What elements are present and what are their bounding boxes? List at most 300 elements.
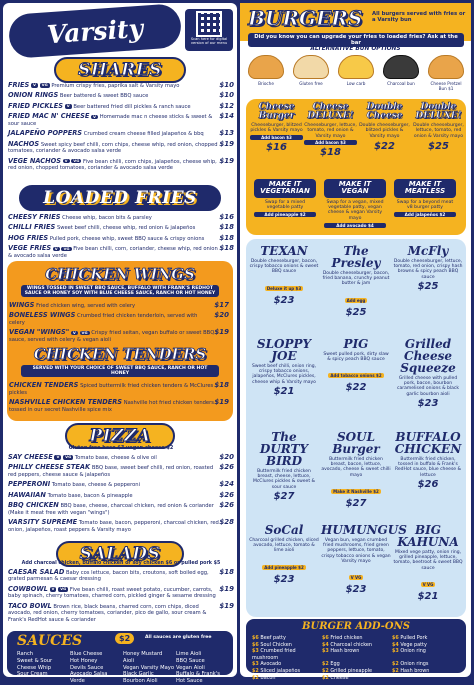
- burgers-note: All burgers served with fries or a Varsity bun: [372, 11, 466, 24]
- bun-option[interactable]: [246, 55, 286, 91]
- sauce-item: Buffalo & Frank's Hot Sauce: [176, 671, 220, 684]
- item-price: $26: [219, 490, 234, 499]
- burger-extra: Add tobacco onions $2: [330, 373, 382, 379]
- diet-badge: VG: [81, 329, 88, 335]
- make-it-extra: Add avocado $4: [324, 223, 386, 228]
- addon-price: $3: [252, 648, 259, 655]
- item-description: Nashville hot fried chicken tenders tossed in our secret Nashville spice mix: [9, 400, 214, 413]
- burger-name: The DURTY BIRD: [259, 430, 309, 468]
- burger-name: McFly: [407, 244, 449, 258]
- item-price: $18: [219, 223, 234, 232]
- menu-item[interactable]: [8, 501, 234, 516]
- classic-burger[interactable]: [250, 103, 303, 153]
- make-it-option[interactable]: [324, 179, 386, 228]
- burger-extra: V VG: [422, 581, 434, 587]
- addon-name: Cheese: [330, 674, 349, 681]
- burger-price: $23: [417, 397, 439, 409]
- menu-item[interactable]: [8, 129, 234, 137]
- bun-option[interactable]: [336, 55, 376, 91]
- bun-icon: [338, 55, 374, 79]
- item-price: $20: [219, 453, 234, 461]
- menu-item[interactable]: [9, 301, 229, 309]
- addon-price: $2: [252, 668, 259, 675]
- make-it-description: Swap for a beyond meat v8 burger patty: [396, 199, 454, 210]
- addon-item[interactable]: [252, 635, 322, 642]
- addon-name: Vege patty: [400, 641, 427, 648]
- pizza-list: [8, 453, 234, 535]
- addons-list: [252, 635, 462, 681]
- upgrade-banner: Did you know you can upgrade your fries to loaded fries? Ask at the bar: [248, 33, 464, 47]
- burger-extra: Add pineapple $2: [264, 564, 304, 570]
- addon-price: $2: [392, 668, 399, 675]
- diet-badge: V: [93, 113, 96, 119]
- item-name: NASHVILLE CHICKEN TENDERS: [9, 398, 123, 407]
- item-name: SAY CHEESE: [8, 453, 53, 461]
- diet-badge: V: [51, 586, 55, 592]
- chicken-wings-subtitle: WINGS TOSSED IN SWEET BBQ SAUCE, BUFFALO WITH FRANK'S REDHOT SAUCE OR HONEY SOY WITH BLUE CHEESE SAUCE, RANCH OR HOT HONEY: [21, 285, 219, 297]
- diet-badge: VG: [60, 586, 67, 592]
- burger-extra: Add egg: [346, 297, 366, 303]
- menu-item[interactable]: [9, 398, 229, 413]
- menu-item[interactable]: [8, 81, 234, 89]
- addon-name: Onion rings: [400, 661, 429, 668]
- salads-subtitle: Add charcoal chicken, buffalo chicken or soy chicken $6 or pulled pork $5: [21, 561, 221, 566]
- sauce-item: Lime Aioli: [176, 651, 202, 657]
- make-it-button[interactable]: MAKE IT MEATLESS: [394, 179, 456, 198]
- sauce-item: Sweet & Sour: [17, 657, 53, 664]
- addon-price: $4: [322, 641, 329, 648]
- signature-burger[interactable]: [249, 245, 319, 306]
- item-name: PEPPERONI: [8, 480, 51, 489]
- item-price: $19: [219, 584, 234, 593]
- classic-burger[interactable]: [412, 103, 465, 152]
- burger-price: $23: [273, 294, 295, 306]
- menu-item[interactable]: [8, 480, 234, 488]
- burger-price: $25: [345, 306, 367, 318]
- bun-options-title: ALTERNATIVE BUN OPTIONS: [310, 46, 401, 52]
- burger-description: Buttermilk fried chicken, tossed in buffalo & Frank's RedHot sauce, blue cheese & lettuce: [394, 457, 461, 478]
- burger-price: $22: [345, 382, 367, 394]
- salads-list: [8, 568, 234, 625]
- sauce-item: Honey Mustard: [123, 651, 163, 657]
- make-it-description: Swap for a vegan, mixed vegetable patty, vegan cheese & vegan Varsity mayo: [326, 199, 384, 221]
- addon-item[interactable]: [392, 668, 462, 675]
- item-price: $17: [214, 301, 229, 309]
- classic-burger[interactable]: [358, 103, 411, 152]
- chicken-tenders-subtitle: SERVED WITH YOUR CHOICE OF SWEET BBQ SAUCE, RANCH OR HOT HONEY: [21, 365, 219, 377]
- burger-description: Vegan bun, vegan crumbed fried mushrooms, fried green peppers, lettuce, tomato, crispy tobacco onions & vegan Varsity mayo: [321, 538, 391, 564]
- bun-option[interactable]: [381, 55, 421, 91]
- make-it-button[interactable]: MAKE IT VEGAN: [324, 179, 386, 198]
- item-name: VARSITY SUPREME: [8, 518, 78, 527]
- addon-name: Onion ring: [400, 648, 426, 655]
- sauce-item: Blue Cheese: [70, 651, 103, 657]
- item-price: $20: [214, 311, 229, 320]
- item-description: Crumbed fried chicken tenderloin, served with celery: [9, 313, 198, 326]
- wings-tenders-band: [7, 261, 233, 421]
- addon-name: Fried chicken: [330, 635, 363, 641]
- item-description: Tomato base, cheese & olive oil: [74, 455, 157, 461]
- item-name: VEGAN "WINGS": [9, 328, 70, 337]
- item-description: Five bean chilli, corn chips, jalapeños, cheese whip, red onion, chopped tomatoes, coriander & avocado salsa verde: [8, 158, 217, 172]
- burger-name: HUMUNGUS: [321, 523, 407, 537]
- burgers-title: BURGERS: [248, 6, 363, 30]
- chicken-tenders-title: CHICKEN TENDERS: [33, 345, 207, 364]
- item-name: FRIES: [8, 81, 30, 89]
- bun-name: Gluten free: [299, 81, 323, 86]
- addon-name: Crumbed fried mushroom: [252, 648, 296, 661]
- burger-price: $25: [428, 140, 449, 152]
- item-name: NACHOS: [8, 139, 40, 148]
- burger-price: $21: [273, 385, 295, 397]
- menu-item[interactable]: [8, 234, 234, 242]
- signature-burger[interactable]: [321, 523, 407, 595]
- sauce-item: Devils Sauce: [70, 664, 104, 671]
- item-description: BBQ base, cheese, charcoal chicken, red onion & coriander (Make it meat free with vegan "wings"): [8, 503, 214, 516]
- addon-price: $2: [322, 668, 329, 675]
- sauces-box: [7, 631, 233, 684]
- bun-name: Brioche: [258, 81, 274, 86]
- salads-title: SALADS: [3, 541, 237, 567]
- item-price: $18: [219, 568, 234, 576]
- addon-price: $2: [322, 674, 329, 681]
- sauce-item: Cheese Whip: [17, 664, 51, 671]
- addon-name: Sliced jalapeños: [260, 668, 301, 675]
- left-column: [3, 3, 237, 684]
- bun-name: Cheese Pretzel Bun $1: [430, 81, 462, 91]
- burger-price: $23: [273, 573, 295, 585]
- item-description: Tomato base, cheese & pepperoni: [51, 482, 141, 489]
- item-name: PHILLY CHEESE STEAK: [8, 463, 91, 472]
- burger-name: Grilled Cheese Squeeze: [400, 337, 456, 375]
- signature-burger[interactable]: [249, 431, 319, 502]
- menu-item[interactable]: [8, 140, 234, 155]
- item-description: Sweet beef chilli, cheese whip, red onion & jalapeños: [56, 225, 196, 232]
- burger-name: BUFFALO CHICKEN: [394, 430, 462, 456]
- addon-item[interactable]: [252, 648, 322, 661]
- make-it-button[interactable]: MAKE IT VEGETARIAN: [254, 179, 316, 198]
- menu-item[interactable]: [8, 453, 234, 461]
- qr-code[interactable]: [185, 9, 233, 51]
- burger-description: Double cheeseburger, lettuce, tomato, red onion, crispy hash browns & spicy peach BBQ sauce: [393, 259, 463, 280]
- item-price: $19: [219, 139, 234, 148]
- signature-burger[interactable]: [321, 431, 391, 509]
- item-price: $19: [219, 601, 234, 610]
- item-description: Five bean chilli, roast sweet potato, cucumber, carrots, baby spinach, cherry tomatoes, charred corn, pickled ginger & sesame dressing: [8, 586, 216, 600]
- sauce-item: Aioli: [123, 657, 135, 664]
- item-price: $10: [219, 81, 234, 89]
- make-it-extra: Add jalapeños $2: [394, 212, 456, 217]
- diet-badge: VG: [73, 157, 80, 163]
- burger-price: $16: [266, 141, 287, 153]
- diet-badge: V: [72, 329, 76, 335]
- item-price: $19: [214, 328, 229, 337]
- burger-description: Double cheeseburger, bacon, fried banana, crunchy peanut butter & jam: [322, 271, 390, 287]
- item-price: $18: [214, 381, 229, 390]
- qr-icon: [196, 11, 222, 37]
- burger-description: Cheeseburger, blitzed pickles & Varsity mayo: [250, 123, 303, 134]
- burger-extra: Add bacon $3: [304, 140, 357, 145]
- sauce-item: Sour Cream: [17, 671, 48, 678]
- make-it-extra: Add pineapple $2: [254, 212, 316, 217]
- burger-description: Charcoal grilled chicken, sliced avocado, lettuce, tomato & lime aioli: [249, 538, 319, 554]
- sauces-list: [17, 651, 229, 685]
- menu-item[interactable]: [8, 244, 234, 259]
- menu-item[interactable]: [8, 568, 234, 583]
- bun-icon: [248, 55, 284, 79]
- burger-price: $27: [345, 497, 367, 509]
- item-name: CHICKEN TENDERS: [9, 381, 79, 390]
- item-price: $18: [219, 233, 234, 242]
- bun-name: Low carb: [346, 81, 366, 86]
- item-description: Five bean chilli, corn, coriander, cheese whip, red onion & avocado salsa verde: [8, 246, 218, 259]
- pizza-title: PIZZA: [3, 423, 237, 449]
- chicken-wings-list: [9, 301, 229, 343]
- menu-item[interactable]: [8, 157, 234, 172]
- addon-item[interactable]: [392, 642, 462, 649]
- item-name: HOG FRIES: [8, 233, 49, 242]
- item-price: $18: [219, 244, 234, 253]
- burger-price: $26: [417, 478, 439, 490]
- diet-badge: VG: [65, 454, 72, 460]
- item-name: VEGE NACHOS: [8, 156, 61, 165]
- signature-burger[interactable]: [393, 524, 463, 602]
- menu-item[interactable]: [8, 463, 234, 478]
- addon-name: Pulled Pork: [400, 635, 428, 641]
- addon-item[interactable]: [322, 635, 392, 642]
- burger-name: Cheese DELUXE!: [307, 102, 354, 121]
- item-price: $12: [219, 101, 234, 110]
- addon-item[interactable]: [252, 642, 322, 649]
- sauces-title: SAUCES: [17, 633, 83, 649]
- burger-name: BIG KAHUNA: [397, 523, 459, 549]
- burger-price: $22: [374, 140, 395, 152]
- burger-description: Mixed vege patty, onion ring, grilled pineapple, lettuce, tomato, beetroot & sweet BBQ sauce: [393, 550, 463, 571]
- addon-price: $6: [322, 635, 329, 641]
- item-description: Crumbed cream cheese filled jalapeños & bbq: [83, 131, 204, 138]
- bun-icon: [428, 55, 464, 79]
- signature-burger[interactable]: [249, 524, 319, 585]
- addon-item[interactable]: [322, 648, 392, 661]
- item-description: Sweet spicy beef chilli, corn chips, cheese whip, red onion, chopped tomatoes, coriander & avocado salsa verde: [8, 141, 218, 155]
- chicken-tenders-list: [9, 381, 229, 413]
- item-price: $24: [219, 480, 234, 489]
- bun-option[interactable]: [291, 55, 331, 91]
- addon-price: $2: [252, 674, 259, 681]
- sauce-item: Ranch: [17, 651, 34, 657]
- burger-price: $18: [320, 146, 341, 158]
- burger-name: Double Cheese: [366, 102, 403, 121]
- burgers-header: [240, 3, 471, 46]
- signature-burger[interactable]: [321, 338, 391, 393]
- item-description: Crispy fried seitan, vegan buffalo or sweet BBQ sauce, served with celery & vegan aioli: [9, 330, 215, 343]
- item-description: Beer battered fried dill pickles & ranch sauce: [73, 103, 191, 110]
- diet-badge: V: [54, 245, 58, 251]
- qr-caption: Scan here for digital version of our menu: [190, 37, 228, 45]
- signature-burger[interactable]: [393, 431, 463, 490]
- bun-icon: [383, 55, 419, 79]
- item-name: JALAPEÑO POPPERS: [8, 129, 83, 138]
- sauce-item: Hot Honey: [70, 657, 98, 664]
- diet-badge: V: [64, 157, 68, 163]
- item-name: BONELESS WINGS: [9, 311, 76, 320]
- menu-item[interactable]: [8, 213, 234, 221]
- addon-name: Egg: [330, 661, 340, 668]
- addon-item[interactable]: [322, 661, 392, 668]
- item-name: VEGE FRIES: [8, 244, 52, 253]
- pizza-subtitle: Gluten free base $3 vegan cheese $2: [68, 445, 174, 451]
- signature-burger[interactable]: [393, 338, 463, 409]
- item-price: $16: [219, 213, 234, 221]
- sauce-item: Avocado Salsa Verde: [70, 671, 108, 684]
- addon-name: Beef patty: [260, 635, 286, 641]
- addon-name: Hash brown: [330, 648, 360, 655]
- chicken-wings-title: CHICKEN WINGS: [45, 265, 195, 283]
- make-it-option[interactable]: [254, 179, 316, 217]
- burger-extra: Deluxe it up $3: [266, 285, 302, 291]
- menu-item[interactable]: [8, 223, 234, 231]
- menu-item[interactable]: [9, 311, 229, 326]
- item-description: Beer battered & sweet BBQ sauce: [59, 93, 149, 100]
- addon-price: $3: [392, 648, 399, 655]
- item-description: Pulled pork, cheese whip, sweet BBQ sauce & crispy onions: [49, 235, 205, 242]
- item-name: WINGS: [9, 301, 35, 309]
- shares-title: SHARES: [3, 57, 237, 83]
- burger-description: Sweet beef chilli, onion ring, crispy tobacco onions, jalapeños, McClures pickles, cheese whip & Varsity mayo: [252, 364, 316, 385]
- addon-item[interactable]: [392, 661, 462, 668]
- signature-burger[interactable]: [249, 338, 319, 397]
- item-name: CHILLI FRIES: [8, 223, 56, 232]
- menu-item[interactable]: [9, 328, 229, 343]
- bun-options: [246, 55, 466, 91]
- menu-item[interactable]: [8, 491, 234, 499]
- item-name: CHEESY FRIES: [8, 213, 61, 221]
- item-name: BBQ CHICKEN: [8, 501, 59, 510]
- menu-item[interactable]: [8, 518, 234, 533]
- item-name: CAESAR SALAD: [8, 568, 65, 576]
- item-name: TACO BOWL: [8, 601, 52, 610]
- varsity-logo: Varsity: [8, 3, 183, 59]
- menu-item[interactable]: [9, 381, 229, 396]
- addon-name: Soul Chicken: [260, 641, 292, 648]
- addon-item[interactable]: [252, 668, 322, 675]
- shares-list: [8, 81, 234, 174]
- diet-badge: V: [32, 82, 36, 88]
- addon-item[interactable]: [322, 642, 392, 649]
- diet-badge: V: [66, 103, 70, 109]
- addon-item[interactable]: [392, 648, 462, 661]
- diet-badge: VG: [63, 245, 70, 251]
- make-it-description: Swap for a mixed vegetable patty: [265, 199, 305, 210]
- right-column: [240, 3, 471, 681]
- addon-price: $6: [252, 641, 259, 648]
- addon-item[interactable]: [252, 661, 322, 668]
- addon-name: Grilled pineapple: [330, 668, 373, 675]
- item-name: FRIED PICKLES: [8, 101, 63, 110]
- burger-name: Double DELUXE!: [415, 102, 462, 121]
- classic-burger[interactable]: [304, 103, 357, 158]
- burger-name: PIG: [343, 337, 369, 351]
- menu-item[interactable]: [8, 585, 234, 600]
- burger-extra: Add bacon $3: [250, 135, 303, 140]
- burger-description: Buttermilk fried chicken breast, cheese, lettuce, McClures pickles & sweet & sour sauce: [252, 469, 316, 490]
- addon-item[interactable]: [322, 668, 392, 675]
- item-price: $14: [219, 112, 234, 121]
- item-price: $10: [219, 91, 234, 100]
- burger-price: $27: [273, 490, 295, 502]
- burger-extra: Make it Nashville $2: [333, 488, 379, 494]
- item-price: $19: [219, 156, 234, 165]
- sauces-note: All sauces are gluten free: [145, 635, 212, 640]
- item-description: Tomato base, bacon & pineapple: [47, 492, 133, 499]
- menu-item[interactable]: [8, 112, 234, 127]
- addons-title: BURGER ADD-ONS: [302, 621, 410, 632]
- diet-badge: VG: [41, 82, 48, 88]
- item-description: Homemade mac n cheese sticks & sweet & sour sauce: [8, 114, 213, 127]
- burger-description: Grilled cheese with pulled pork, bacon, bourbon caramelised onions & black garlic bourbon aioli: [396, 376, 459, 397]
- item-price: $19: [214, 398, 229, 407]
- bun-option[interactable]: [426, 55, 466, 91]
- addon-price: $2: [322, 661, 329, 668]
- burger-extra: V VG: [350, 574, 362, 580]
- addon-price: $4: [392, 641, 399, 648]
- loaded-fries-list: [8, 213, 234, 261]
- item-price: $13: [219, 129, 234, 138]
- burger-name: SOUL Burger: [332, 430, 380, 456]
- item-description: Fried chicken wing, served with celery: [36, 303, 136, 309]
- signature-burger[interactable]: [393, 245, 463, 292]
- addon-price: $3: [322, 648, 329, 655]
- item-description: Premium crispy fries, paprika salt & Varsity mayo: [51, 83, 180, 89]
- burger-description: Double cheeseburger, blitzed pickles & Varsity mayo: [359, 123, 410, 139]
- loaded-fries-title: LOADED FRIES: [3, 185, 237, 211]
- signature-burger[interactable]: [321, 245, 391, 318]
- addon-price: $2: [392, 661, 399, 668]
- make-it-option[interactable]: [394, 179, 456, 217]
- burger-price: $23: [345, 583, 367, 595]
- item-price: $26: [219, 463, 234, 472]
- menu-item[interactable]: [8, 602, 234, 623]
- sauce-item: Vegan Varsity Mayo: [123, 664, 174, 671]
- burger-name: Cheese Burger: [258, 102, 295, 121]
- item-description: Spiced buttermilk fried chicken tenders & McClures pickles: [9, 383, 214, 396]
- addon-name: Avocado: [260, 661, 282, 668]
- burger-description: Double cheeseburger, lettuce, tomato, red onion & Varsity mayo: [413, 123, 464, 139]
- item-description: BBQ base, sweet beef chilli, red onion, roasted red peppers, cheese sauce & jalapeños: [8, 465, 214, 478]
- diet-badge: V: [56, 454, 60, 460]
- addon-item[interactable]: [252, 675, 322, 682]
- burger-price: $21: [417, 590, 439, 602]
- burger-addons: [246, 619, 466, 681]
- burger-description: Double cheeseburger, bacon, crispy tobacco onions & sweet BBQ sauce: [249, 259, 319, 275]
- addon-price: $3: [252, 661, 259, 668]
- sauces-price: $2: [115, 633, 134, 644]
- addon-name: Bacon: [260, 674, 276, 681]
- bun-name: Charcoal bun: [387, 81, 415, 86]
- addon-item[interactable]: [322, 675, 392, 682]
- menu-item[interactable]: [8, 102, 234, 110]
- menu-item[interactable]: [8, 91, 234, 99]
- item-price: $28: [219, 518, 234, 527]
- bun-icon: [293, 55, 329, 79]
- burger-name: SLOPPY JOE: [256, 337, 312, 363]
- classic-burgers: [246, 99, 466, 235]
- sauce-item: BBQ Sauce: [176, 657, 205, 664]
- addon-price: $6: [392, 635, 399, 641]
- item-price: $26: [219, 501, 234, 510]
- burger-description: Cheeseburger, lettuce, tomato, red onion & Varsity mayo: [304, 123, 357, 139]
- addon-item[interactable]: [392, 635, 462, 642]
